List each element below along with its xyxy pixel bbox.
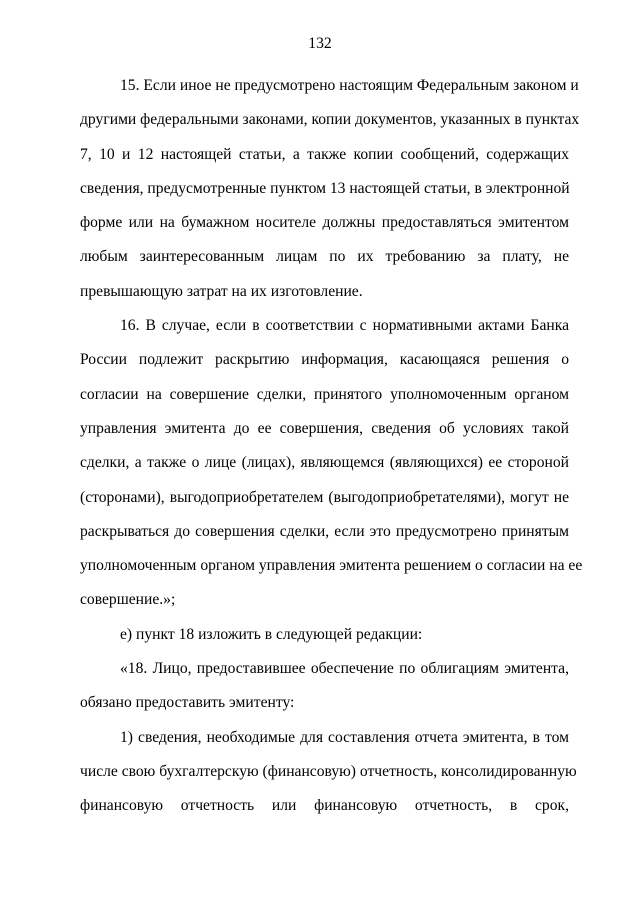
text-line: согласии на совершение сделки, принятого уполномоченным органом	[80, 385, 569, 403]
text-line: любым заинтересованным лицам по их требованию за плату, не	[80, 248, 569, 266]
text-line: 1) сведения, необходимые для составления отчета эмитента, в том	[120, 728, 569, 746]
text-line: России подлежит раскрытию информация, касающаяся решения о	[80, 351, 569, 369]
text-line: совершение.»;	[80, 591, 176, 609]
text-line: превышающую затрат на их изготовление.	[80, 282, 363, 300]
text-line: форме или на бумажном носителе должны предоставляться эмитентом	[80, 214, 569, 232]
text-line: «18. Лицо, предоставившее обеспечение по облигациям эмитента,	[120, 660, 569, 678]
text-line: управления эмитента до ее совершения, сведения об условиях такой	[80, 419, 569, 437]
text-line: 16. В случае, если в соответствии с нормативными актами Банка	[120, 317, 569, 335]
text-line: другими федеральными законами, копии документов, указанных в пунктах	[80, 111, 580, 129]
text-line: обязано предоставить эмитенту:	[80, 694, 295, 712]
page-number: 132	[308, 35, 332, 52]
text-line: сделки, а также о лице (лицах), являющемся (являющихся) ее стороной	[80, 454, 569, 472]
document-body	[80, 69, 583, 824]
text-line: сведения, предусмотренные пунктом 13 настоящей статьи, в электронной	[80, 179, 570, 197]
text-line: уполномоченным органом управления эмитента решением о согласии на ее	[80, 557, 583, 575]
text-line: 7, 10 и 12 настоящей статьи, а также копии сообщений, содержащих	[80, 145, 569, 163]
text-line: 15. Если иное не предусмотрено настоящим Федеральным законом и	[120, 77, 579, 94]
text-line: раскрываться до совершения сделки, если это предусмотрено принятым	[80, 522, 569, 540]
text-line: (сторонами), выгодоприобретателем (выгодоприобретателями), могут не	[80, 488, 569, 506]
text-line: числе свою бухгалтерскую (финансовую) отчетность, консолидированную	[80, 762, 577, 780]
text-line: е) пункт 18 изложить в следующей редакции:	[120, 625, 423, 643]
text-line: финансовую отчетность или финансовую отчетность, в срок,	[80, 797, 569, 815]
